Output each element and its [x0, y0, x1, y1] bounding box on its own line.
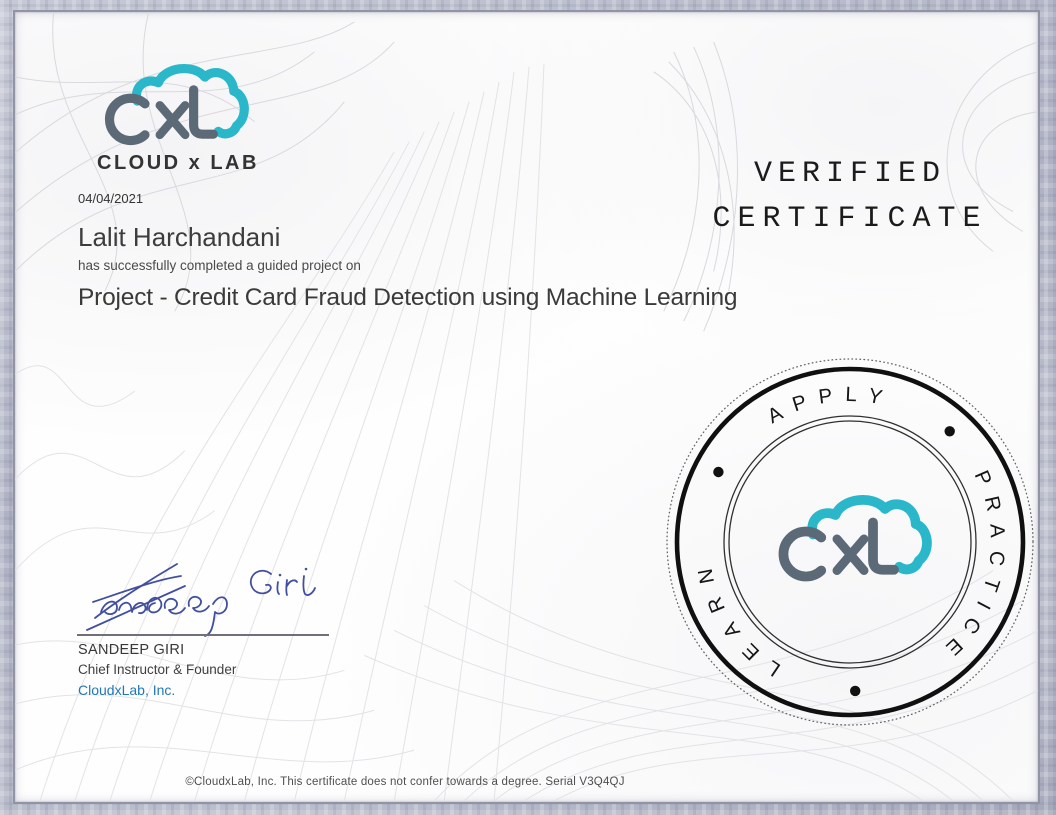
seal-stamp-icon — [655, 347, 1045, 737]
completion-subtitle: has successfully completed a guided project on — [78, 258, 361, 273]
course-title: Project - Credit Card Fraud Detection using Machine Learning — [78, 284, 738, 311]
signer-title: Chief Instructor & Founder — [78, 662, 237, 677]
seal-word-apply: APPLY — [763, 382, 897, 429]
seal-word-practice: PRACTICE — [932, 467, 1010, 668]
seal-inner-ring-2 — [729, 421, 971, 663]
signer-name: SANDEEP GIRI — [78, 642, 185, 658]
footer-disclaimer: ©CloudxLab, Inc. This certificate does not confer towards a degree. Serial V3Q4QJ — [185, 776, 625, 788]
seal-cloud-logo-icon — [783, 500, 926, 577]
issue-date: 04/04/2021 — [78, 191, 144, 206]
certificate-paper — [13, 10, 1040, 804]
verified-line: VERIFIED — [753, 157, 947, 191]
seal-separator-dot — [850, 686, 860, 696]
signature-scribble — [73, 550, 323, 642]
verified-certificate-heading — [670, 152, 1030, 242]
recipient-name: Lalit Harchandani — [78, 222, 281, 252]
seal-dotted-ring — [667, 359, 1033, 725]
seal-word-learn: LEARN — [691, 553, 785, 681]
certificate-line: CERTIFICATE — [712, 202, 988, 236]
brand-wordmark: CLOUD x LAB — [97, 152, 259, 174]
seal-separator-dot — [945, 426, 955, 436]
cloud-logo-icon — [95, 60, 250, 152]
seal-separator-dot — [713, 467, 723, 477]
seal-inner-ring — [724, 416, 976, 668]
signature-divider — [77, 634, 329, 636]
signer-company-link[interactable]: CloudxLab, Inc. — [78, 682, 176, 698]
